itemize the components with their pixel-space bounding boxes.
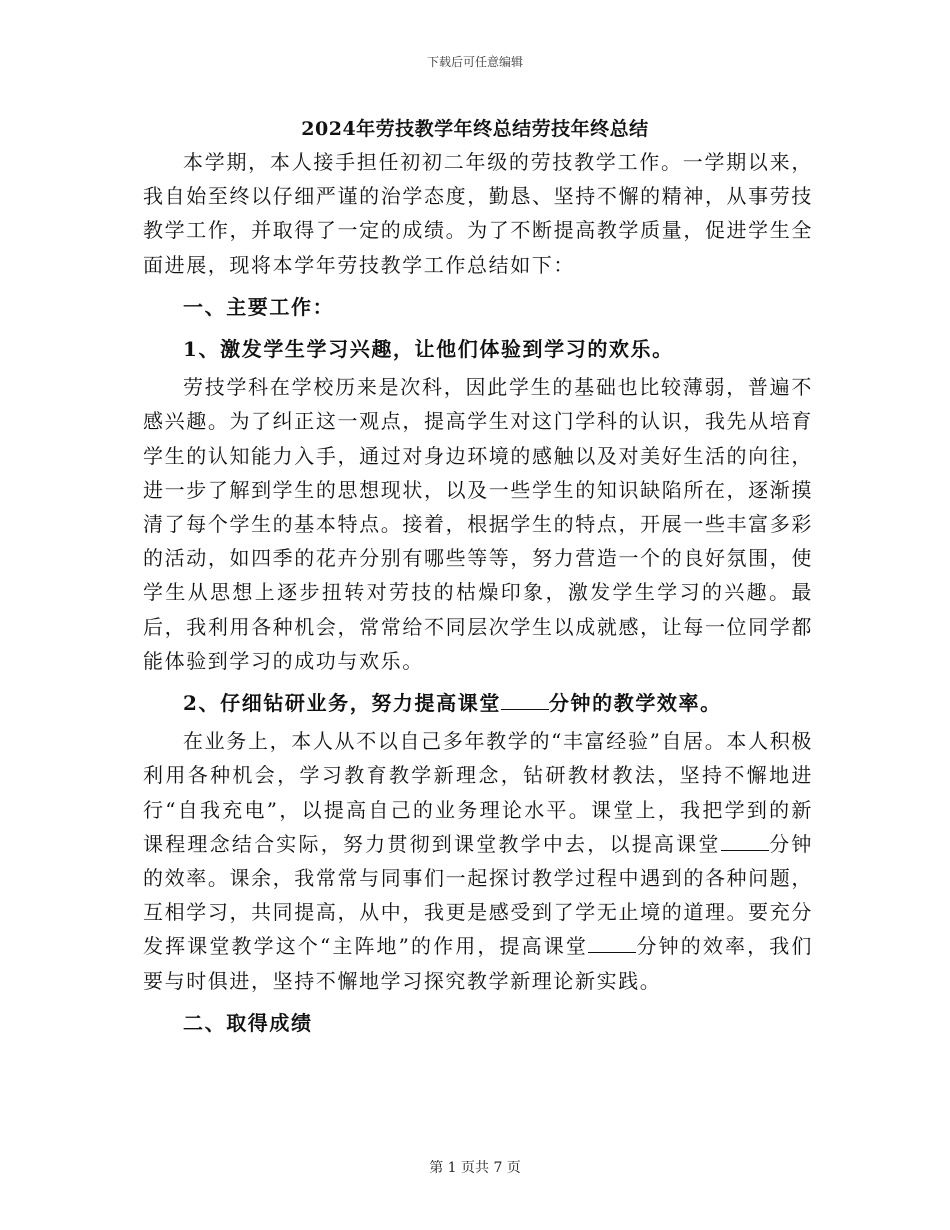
header-note: 下载后可任意编辑 [426, 55, 523, 69]
item-heading-efficiency-part-a: 2、仔细钻研业务，努力提高课堂 [183, 691, 501, 716]
item-paragraph-efficiency-part-c: 分钟的效率，我们要与时俱进，坚持不懈地学习探究教学新理论新实践。 [143, 934, 813, 993]
item-paragraph-efficiency-part-a: 在业务上，本人从不以自己多年教学的“丰富经验”自居。本人积极利用各种机会，学习教育教学新理念，钻研教材教法，坚持不懈地进行“自我充电”，以提高自己的业务理论水平。课堂上，我把学到的新课程理念结合实际，努力贯彻到课堂教学中去，以提高课堂 [143, 729, 813, 856]
document-body [143, 145, 813, 1040]
item-heading-efficiency-part-b: 分钟的教学效率。 [548, 691, 722, 716]
intro-paragraph: 本学期，本人接手担任初初二年级的劳技教学工作。一学期以来，我自始至终以仔细严谨的治学态度，勤恳、坚持不懈的精神，从事劳技教学工作，并取得了一定的成绩。为了不断提高教学质量，促进学生全面进展，现将本学年劳技教学工作总结如下： [143, 150, 813, 277]
section-heading-achievements: 二、取得成绩 [183, 1010, 313, 1035]
item-paragraph-interest: 劳技学科在学校历来是次科，因此学生的基础也比较薄弱，普遍不感兴趣。为了纠正这一观点，提高学生对这门学科的认识，我先从培育学生的认知能力入手，通过对身边环境的感触以及对美好生活的向往，进一步了解到学生的思想现状，以及一些学生的知识缺陷所在，逐渐摸清了每个学生的基本特点。接着，根据学生的特点，开展一些丰富多彩的活动，如四季的花卉分别有哪些等等，努力营造一个的良好氛围，使学生从思想上逐步扭转对劳技的枯燥印象，激发学生学习的兴趣。最后，我利用各种机会，常常给不同层次学生以成就感，让每一位同学都能体验到学习的成功与欢乐。 [143, 375, 813, 673]
item-heading-interest: 1、激发学生学习兴趣，让他们体验到学习的欢乐。 [183, 337, 674, 362]
fill-blank [588, 934, 636, 953]
section-heading-main-work: 一、主要工作： [183, 294, 335, 319]
item-paragraph-efficiency-part-b: 分钟的效率。课余，我常常与同事们一起探讨教学过程中遇到的各种问题，互相学习，共同提高，从中，我更是感受到了学无止境的道理。要充分发挥课堂教学这个“主阵地”的作用，提高课堂 [143, 831, 813, 959]
document-title: 2024年劳技教学年终总结劳技年终总结 [301, 118, 649, 140]
item-heading-efficiency [143, 686, 813, 720]
item-paragraph-efficiency [143, 724, 813, 998]
fill-blank [721, 832, 769, 851]
fill-blank [501, 691, 549, 710]
page-number: 第 1 页共 7 页 [429, 1160, 521, 1176]
